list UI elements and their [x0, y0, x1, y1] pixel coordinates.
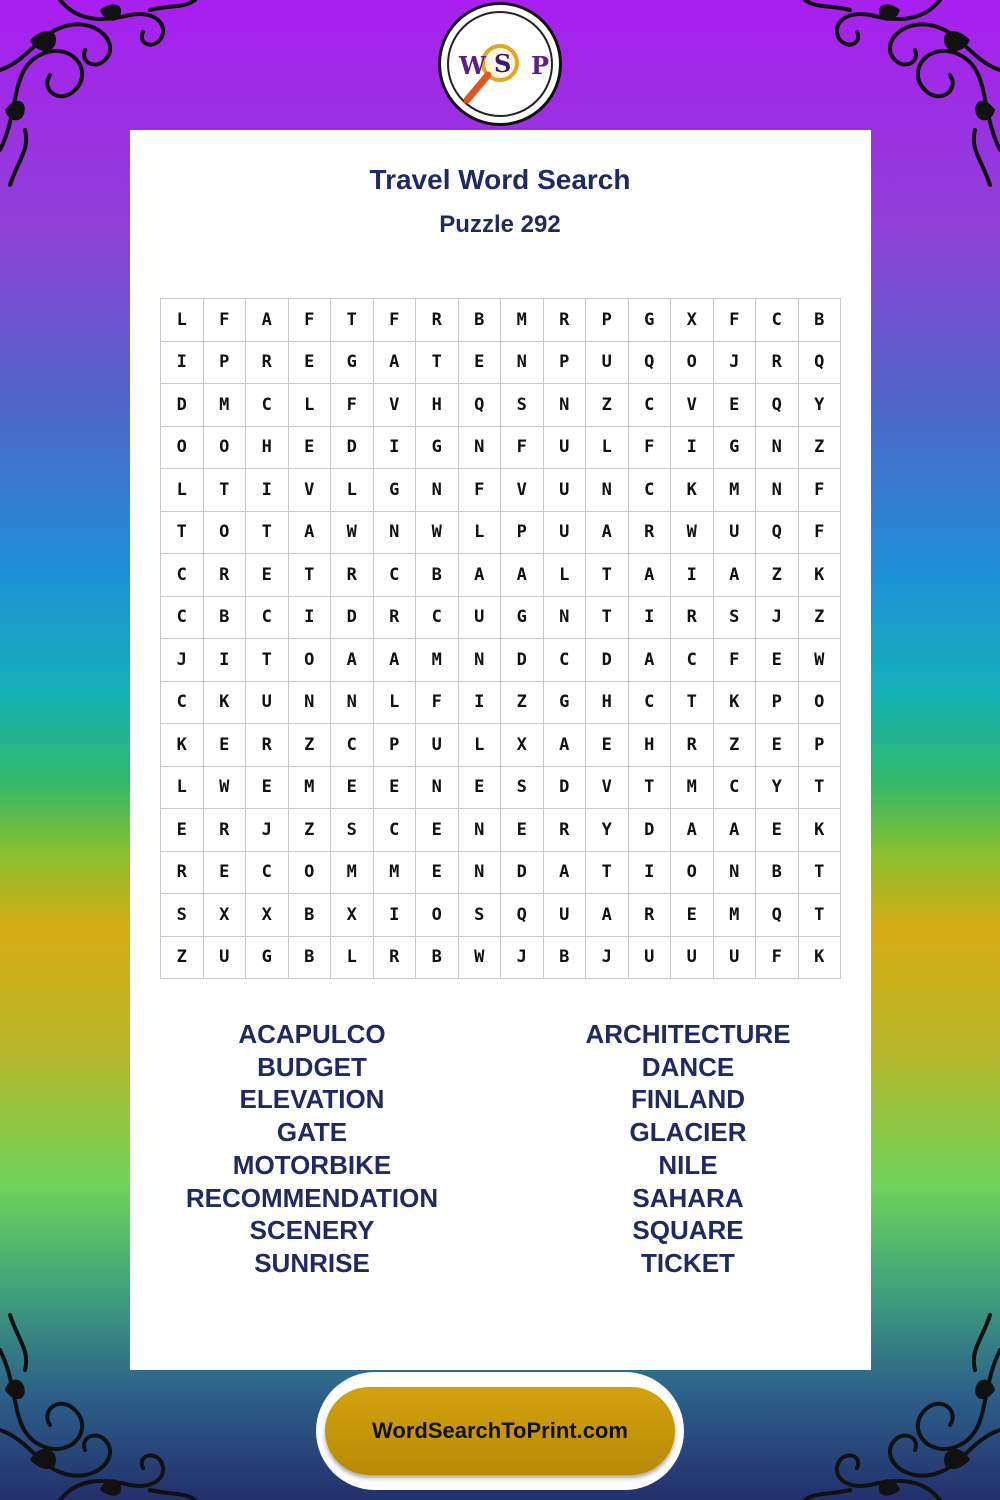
- grid-cell[interactable]: W: [798, 639, 841, 682]
- grid-cell[interactable]: B: [756, 851, 799, 894]
- grid-cell[interactable]: G: [331, 341, 374, 384]
- grid-cell[interactable]: B: [416, 936, 459, 979]
- grid-cell[interactable]: E: [458, 766, 501, 809]
- grid-cell[interactable]: T: [586, 596, 629, 639]
- grid-cell[interactable]: T: [203, 469, 246, 512]
- grid-row: [161, 766, 841, 809]
- grid-cell[interactable]: E: [756, 639, 799, 682]
- grid-cell[interactable]: R: [671, 596, 714, 639]
- grid-cell[interactable]: T: [798, 851, 841, 894]
- grid-row: [161, 894, 841, 937]
- grid-cell[interactable]: A: [373, 639, 416, 682]
- grid-cell[interactable]: R: [373, 936, 416, 979]
- grid-cell[interactable]: Z: [798, 596, 841, 639]
- grid-cell[interactable]: G: [713, 426, 756, 469]
- grid-cell[interactable]: K: [203, 681, 246, 724]
- grid-cell[interactable]: P: [798, 724, 841, 767]
- grid-cell[interactable]: V: [288, 469, 331, 512]
- grid-cell[interactable]: L: [288, 384, 331, 427]
- grid-cell[interactable]: A: [713, 809, 756, 852]
- grid-cell[interactable]: N: [756, 426, 799, 469]
- grid-cell[interactable]: X: [671, 299, 714, 342]
- website-link-button[interactable]: WordSearchToPrint.com: [325, 1387, 675, 1475]
- grid-cell[interactable]: N: [543, 384, 586, 427]
- grid-cell[interactable]: V: [671, 384, 714, 427]
- word-list-item: NILE: [658, 1149, 718, 1180]
- grid-cell[interactable]: H: [416, 384, 459, 427]
- grid-cell[interactable]: C: [756, 299, 799, 342]
- grid-cell[interactable]: U: [713, 511, 756, 554]
- grid-cell[interactable]: N: [458, 851, 501, 894]
- grid-cell[interactable]: J: [501, 936, 544, 979]
- grid-cell[interactable]: B: [416, 554, 459, 597]
- grid-cell[interactable]: I: [203, 639, 246, 682]
- grid-cell[interactable]: B: [288, 894, 331, 937]
- grid-cell[interactable]: U: [628, 936, 671, 979]
- grid-cell[interactable]: N: [586, 469, 629, 512]
- grid-cell[interactable]: E: [416, 809, 459, 852]
- grid-cell[interactable]: O: [288, 851, 331, 894]
- grid-cell[interactable]: F: [628, 426, 671, 469]
- grid-cell[interactable]: X: [331, 894, 374, 937]
- grid-cell[interactable]: R: [203, 554, 246, 597]
- grid-cell[interactable]: U: [203, 936, 246, 979]
- grid-cell[interactable]: L: [458, 511, 501, 554]
- grid-cell[interactable]: C: [373, 809, 416, 852]
- grid-cell[interactable]: N: [288, 681, 331, 724]
- grid-row: [161, 341, 841, 384]
- grid-cell[interactable]: N: [331, 681, 374, 724]
- grid-cell[interactable]: E: [458, 341, 501, 384]
- word-list-item: DANCE: [641, 1051, 735, 1082]
- grid-cell[interactable]: T: [161, 511, 204, 554]
- grid-cell[interactable]: E: [246, 554, 289, 597]
- grid-cell[interactable]: A: [543, 851, 586, 894]
- grid-cell[interactable]: M: [501, 299, 544, 342]
- grid-cell[interactable]: S: [161, 894, 204, 937]
- grid-cell[interactable]: P: [373, 724, 416, 767]
- grid-cell[interactable]: L: [161, 299, 204, 342]
- grid-cell[interactable]: K: [798, 936, 841, 979]
- grid-cell[interactable]: J: [586, 936, 629, 979]
- grid-cell[interactable]: F: [203, 299, 246, 342]
- grid-row: [161, 596, 841, 639]
- grid-cell[interactable]: F: [798, 469, 841, 512]
- logo-letter-p: P: [531, 51, 550, 80]
- word-list-item: ACAPULCO: [238, 1019, 386, 1049]
- grid-cell[interactable]: J: [756, 596, 799, 639]
- grid-cell[interactable]: F: [288, 299, 331, 342]
- grid-cell[interactable]: Z: [586, 384, 629, 427]
- grid-cell[interactable]: U: [246, 681, 289, 724]
- grid-cell[interactable]: I: [458, 681, 501, 724]
- grid-cell[interactable]: W: [458, 936, 501, 979]
- grid-row: [161, 554, 841, 597]
- grid-cell[interactable]: C: [331, 724, 374, 767]
- grid-cell[interactable]: F: [756, 936, 799, 979]
- page-title: Travel Word Search: [369, 164, 631, 195]
- grid-cell[interactable]: I: [246, 469, 289, 512]
- grid-cell[interactable]: S: [713, 596, 756, 639]
- grid-cell[interactable]: M: [203, 384, 246, 427]
- grid-cell[interactable]: S: [458, 894, 501, 937]
- grid-cell[interactable]: F: [373, 299, 416, 342]
- grid-cell[interactable]: W: [671, 511, 714, 554]
- grid-cell[interactable]: Z: [501, 681, 544, 724]
- grid-cell[interactable]: H: [586, 681, 629, 724]
- grid-cell[interactable]: P: [501, 511, 544, 554]
- grid-cell[interactable]: C: [628, 469, 671, 512]
- grid-cell[interactable]: U: [543, 469, 586, 512]
- grid-cell[interactable]: C: [628, 681, 671, 724]
- grid-cell[interactable]: M: [373, 851, 416, 894]
- grid-cell[interactable]: C: [246, 384, 289, 427]
- grid-cell[interactable]: D: [501, 851, 544, 894]
- grid-row: [161, 299, 841, 342]
- word-list-item: RECOMMENDATION: [185, 1182, 439, 1213]
- grid-row: [161, 681, 841, 724]
- grid-cell[interactable]: T: [798, 894, 841, 937]
- word-list-left: [122, 1018, 502, 1280]
- grid-cell[interactable]: U: [671, 936, 714, 979]
- grid-cell[interactable]: X: [246, 894, 289, 937]
- grid-cell[interactable]: B: [288, 936, 331, 979]
- grid-cell[interactable]: I: [671, 426, 714, 469]
- grid-cell[interactable]: F: [713, 299, 756, 342]
- grid-cell[interactable]: N: [458, 639, 501, 682]
- grid-cell[interactable]: O: [203, 511, 246, 554]
- grid-row: [161, 511, 841, 554]
- grid-cell[interactable]: E: [671, 894, 714, 937]
- grid-cell[interactable]: P: [586, 299, 629, 342]
- word-list-item: SQUARE: [632, 1215, 744, 1246]
- grid-cell[interactable]: F: [331, 384, 374, 427]
- grid-cell[interactable]: V: [501, 469, 544, 512]
- grid-cell[interactable]: L: [331, 936, 374, 979]
- grid-cell[interactable]: W: [331, 511, 374, 554]
- grid-cell[interactable]: U: [713, 936, 756, 979]
- word-list-item: SCENERY: [249, 1215, 375, 1246]
- grid-cell[interactable]: X: [501, 724, 544, 767]
- grid-cell[interactable]: L: [458, 724, 501, 767]
- grid-cell[interactable]: E: [416, 851, 459, 894]
- word-list-right: [498, 1018, 878, 1280]
- grid-cell[interactable]: Z: [756, 554, 799, 597]
- letter-grid: [160, 298, 841, 979]
- grid-row: [161, 851, 841, 894]
- grid-cell[interactable]: J: [161, 639, 204, 682]
- grid-cell[interactable]: D: [543, 766, 586, 809]
- grid-cell[interactable]: F: [798, 511, 841, 554]
- grid-cell[interactable]: Y: [798, 384, 841, 427]
- grid-cell[interactable]: E: [756, 809, 799, 852]
- grid-cell[interactable]: C: [161, 554, 204, 597]
- grid-cell[interactable]: A: [458, 554, 501, 597]
- grid-cell[interactable]: M: [288, 766, 331, 809]
- grid-cell[interactable]: Q: [756, 894, 799, 937]
- grid-cell[interactable]: R: [628, 511, 671, 554]
- grid-cell[interactable]: T: [288, 554, 331, 597]
- grid-cell[interactable]: V: [373, 384, 416, 427]
- word-list-item: GATE: [276, 1117, 348, 1148]
- logo-letter-s: S: [494, 49, 512, 78]
- grid-cell[interactable]: A: [501, 554, 544, 597]
- grid-cell[interactable]: N: [756, 469, 799, 512]
- grid-cell[interactable]: D: [501, 639, 544, 682]
- grid-cell[interactable]: G: [628, 299, 671, 342]
- grid-cell[interactable]: Q: [501, 894, 544, 937]
- grid-cell[interactable]: U: [543, 894, 586, 937]
- grid-cell[interactable]: C: [628, 384, 671, 427]
- grid-cell[interactable]: M: [713, 469, 756, 512]
- grid-cell[interactable]: P: [543, 341, 586, 384]
- grid-cell[interactable]: A: [586, 894, 629, 937]
- grid-cell[interactable]: A: [543, 724, 586, 767]
- grid-cell[interactable]: T: [671, 681, 714, 724]
- grid-cell[interactable]: O: [671, 851, 714, 894]
- grid-cell[interactable]: L: [543, 554, 586, 597]
- grid-cell[interactable]: N: [416, 469, 459, 512]
- grid-cell[interactable]: S: [501, 384, 544, 427]
- grid-cell[interactable]: T: [628, 766, 671, 809]
- word-list-item: SAHARA: [632, 1182, 744, 1213]
- grid-cell[interactable]: D: [586, 639, 629, 682]
- grid-cell[interactable]: K: [713, 681, 756, 724]
- grid-cell[interactable]: O: [288, 639, 331, 682]
- grid-cell[interactable]: E: [203, 724, 246, 767]
- grid-cell[interactable]: R: [671, 724, 714, 767]
- grid-cell[interactable]: C: [246, 596, 289, 639]
- grid-cell[interactable]: O: [203, 426, 246, 469]
- grid-cell[interactable]: C: [246, 851, 289, 894]
- grid-row: [161, 469, 841, 512]
- word-list-item: SUNRISE: [254, 1247, 370, 1278]
- grid-cell[interactable]: W: [203, 766, 246, 809]
- grid-cell[interactable]: H: [628, 724, 671, 767]
- grid-cell[interactable]: T: [586, 554, 629, 597]
- grid-cell[interactable]: G: [373, 469, 416, 512]
- grid-cell[interactable]: B: [203, 596, 246, 639]
- grid-cell[interactable]: L: [586, 426, 629, 469]
- grid-cell[interactable]: M: [671, 766, 714, 809]
- grid-cell[interactable]: K: [161, 724, 204, 767]
- grid-row: [161, 724, 841, 767]
- grid-cell[interactable]: O: [798, 681, 841, 724]
- grid-cell[interactable]: T: [798, 766, 841, 809]
- grid-cell[interactable]: Q: [458, 384, 501, 427]
- grid-cell[interactable]: N: [543, 596, 586, 639]
- grid-cell[interactable]: T: [246, 639, 289, 682]
- grid-cell[interactable]: G: [416, 426, 459, 469]
- grid-cell[interactable]: M: [713, 894, 756, 937]
- grid-cell[interactable]: Z: [288, 809, 331, 852]
- grid-cell[interactable]: R: [161, 851, 204, 894]
- grid-row: [161, 936, 841, 979]
- puzzle-number: Puzzle 292: [439, 211, 561, 238]
- grid-cell[interactable]: E: [501, 809, 544, 852]
- grid-cell[interactable]: L: [161, 469, 204, 512]
- grid-cell[interactable]: J: [713, 341, 756, 384]
- grid-cell[interactable]: C: [373, 554, 416, 597]
- grid-cell[interactable]: Z: [288, 724, 331, 767]
- word-list-item: GLACIER: [629, 1117, 747, 1148]
- grid-cell[interactable]: A: [373, 341, 416, 384]
- grid-cell[interactable]: E: [288, 341, 331, 384]
- grid-cell[interactable]: A: [288, 511, 331, 554]
- grid-cell[interactable]: L: [373, 681, 416, 724]
- grid-row: [161, 426, 841, 469]
- grid-cell[interactable]: O: [161, 426, 204, 469]
- grid-cell[interactable]: T: [416, 341, 459, 384]
- grid-cell[interactable]: E: [246, 766, 289, 809]
- grid-cell[interactable]: E: [373, 766, 416, 809]
- grid-cell[interactable]: D: [331, 596, 374, 639]
- word-list-item: MOTORBIKE: [232, 1149, 392, 1180]
- grid-cell[interactable]: R: [756, 341, 799, 384]
- grid-cell[interactable]: L: [161, 766, 204, 809]
- grid-cell[interactable]: K: [798, 809, 841, 852]
- grid-cell[interactable]: Q: [628, 341, 671, 384]
- word-list-item: BUDGET: [257, 1051, 367, 1082]
- grid-cell[interactable]: N: [713, 851, 756, 894]
- grid-cell[interactable]: N: [501, 341, 544, 384]
- grid-cell[interactable]: H: [246, 426, 289, 469]
- grid-cell[interactable]: R: [416, 299, 459, 342]
- word-list-item: ELEVATION: [239, 1084, 385, 1115]
- grid-cell[interactable]: O: [416, 894, 459, 937]
- grid-cell[interactable]: Z: [713, 724, 756, 767]
- grid-cell[interactable]: R: [543, 299, 586, 342]
- grid-cell[interactable]: A: [713, 554, 756, 597]
- grid-cell[interactable]: I: [373, 426, 416, 469]
- grid-cell[interactable]: E: [586, 724, 629, 767]
- grid-cell[interactable]: B: [458, 299, 501, 342]
- grid-cell[interactable]: A: [586, 511, 629, 554]
- logo-letter-w: W: [459, 51, 486, 80]
- grid-cell[interactable]: R: [543, 809, 586, 852]
- grid-cell[interactable]: T: [246, 511, 289, 554]
- grid-cell[interactable]: F: [416, 681, 459, 724]
- grid-cell[interactable]: E: [161, 809, 204, 852]
- grid-cell[interactable]: I: [288, 596, 331, 639]
- grid-cell[interactable]: F: [458, 469, 501, 512]
- grid-cell[interactable]: R: [331, 554, 374, 597]
- grid-cell[interactable]: R: [373, 596, 416, 639]
- grid-cell[interactable]: W: [416, 511, 459, 554]
- grid-cell[interactable]: G: [246, 936, 289, 979]
- grid-cell[interactable]: N: [458, 426, 501, 469]
- grid-cell[interactable]: G: [543, 681, 586, 724]
- grid-cell[interactable]: R: [246, 341, 289, 384]
- grid-cell[interactable]: A: [246, 299, 289, 342]
- word-list-item: TICKET: [641, 1247, 735, 1278]
- grid-cell[interactable]: I: [628, 851, 671, 894]
- grid-cell[interactable]: C: [416, 596, 459, 639]
- grid-cell[interactable]: X: [203, 894, 246, 937]
- grid-cell[interactable]: N: [458, 809, 501, 852]
- grid-cell[interactable]: U: [586, 341, 629, 384]
- grid-cell[interactable]: Y: [586, 809, 629, 852]
- grid-cell[interactable]: N: [416, 766, 459, 809]
- grid-cell[interactable]: K: [671, 469, 714, 512]
- grid-cell[interactable]: A: [628, 639, 671, 682]
- grid-cell[interactable]: Y: [756, 766, 799, 809]
- grid-cell[interactable]: G: [501, 596, 544, 639]
- grid-cell[interactable]: Q: [756, 511, 799, 554]
- grid-cell[interactable]: A: [331, 639, 374, 682]
- grid-cell[interactable]: M: [331, 851, 374, 894]
- grid-cell[interactable]: D: [628, 809, 671, 852]
- grid-cell[interactable]: F: [501, 426, 544, 469]
- grid-cell[interactable]: C: [671, 639, 714, 682]
- grid-cell[interactable]: T: [586, 851, 629, 894]
- grid-cell[interactable]: P: [203, 341, 246, 384]
- grid-cell[interactable]: C: [161, 596, 204, 639]
- grid-cell[interactable]: E: [713, 384, 756, 427]
- grid-cell[interactable]: I: [628, 596, 671, 639]
- grid-cell[interactable]: Q: [798, 341, 841, 384]
- wsp-logo[interactable]: [438, 2, 562, 126]
- grid-cell[interactable]: R: [246, 724, 289, 767]
- grid-cell[interactable]: P: [756, 681, 799, 724]
- grid-cell[interactable]: D: [161, 384, 204, 427]
- grid-cell[interactable]: R: [203, 809, 246, 852]
- grid-cell[interactable]: Q: [756, 384, 799, 427]
- grid-cell[interactable]: M: [416, 639, 459, 682]
- grid-cell[interactable]: U: [416, 724, 459, 767]
- grid-cell[interactable]: O: [671, 341, 714, 384]
- grid-cell[interactable]: F: [713, 639, 756, 682]
- grid-cell[interactable]: A: [628, 554, 671, 597]
- grid-cell[interactable]: S: [331, 809, 374, 852]
- grid-cell[interactable]: I: [373, 894, 416, 937]
- grid-cell[interactable]: R: [628, 894, 671, 937]
- grid-cell[interactable]: D: [331, 426, 374, 469]
- grid-cell[interactable]: A: [671, 809, 714, 852]
- grid-cell[interactable]: C: [543, 639, 586, 682]
- grid-cell[interactable]: J: [246, 809, 289, 852]
- grid-row: [161, 639, 841, 682]
- grid-cell[interactable]: S: [501, 766, 544, 809]
- grid-cell[interactable]: K: [798, 554, 841, 597]
- grid-row: [161, 809, 841, 852]
- grid-cell[interactable]: Z: [798, 426, 841, 469]
- grid-cell[interactable]: I: [161, 341, 204, 384]
- grid-cell[interactable]: U: [543, 511, 586, 554]
- grid-row: [161, 384, 841, 427]
- grid-cell[interactable]: C: [713, 766, 756, 809]
- grid-cell[interactable]: T: [331, 299, 374, 342]
- word-list-item: FINLAND: [630, 1084, 746, 1115]
- grid-cell[interactable]: V: [586, 766, 629, 809]
- grid-cell[interactable]: I: [671, 554, 714, 597]
- word-list-item: ARCHITECTURE: [585, 1019, 791, 1049]
- grid-cell[interactable]: B: [798, 299, 841, 342]
- grid-cell[interactable]: E: [288, 426, 331, 469]
- grid-cell[interactable]: U: [543, 426, 586, 469]
- grid-cell[interactable]: C: [161, 681, 204, 724]
- grid-cell[interactable]: E: [331, 766, 374, 809]
- grid-cell[interactable]: Z: [161, 936, 204, 979]
- grid-cell[interactable]: E: [756, 724, 799, 767]
- grid-cell[interactable]: N: [373, 511, 416, 554]
- grid-cell[interactable]: E: [203, 851, 246, 894]
- grid-cell[interactable]: U: [458, 596, 501, 639]
- grid-cell[interactable]: L: [331, 469, 374, 512]
- grid-cell[interactable]: B: [543, 936, 586, 979]
